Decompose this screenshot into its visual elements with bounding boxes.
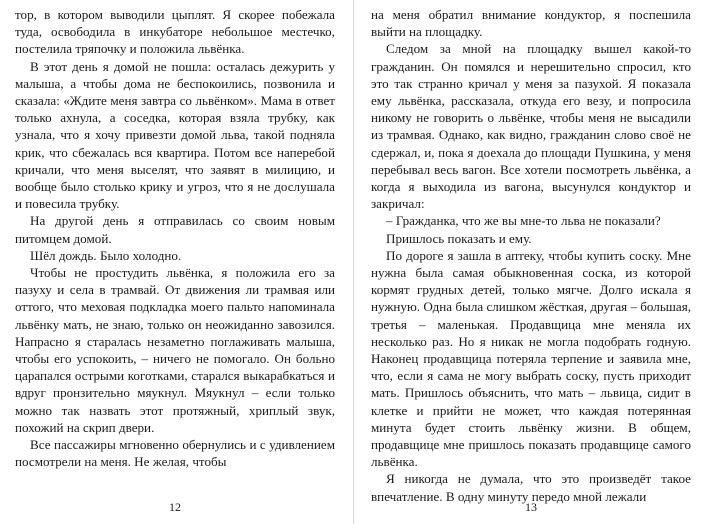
page-gutter	[353, 0, 354, 524]
paragraph: тор, в котором выводили цыплят. Я скорее побежала туда, освободила в инкубаторе небольшое местечко, постелила тряпочку и положила львёнка.	[15, 7, 335, 57]
paragraph: Следом за мной на площадку вышел какой-то гражданин. Он помялся и нерешительно спросил, кто это так странно кричал у меня за пазухой. Я показала ему львёнка, рассказала, откуда его везу, и попросила никому не говорить о львёнке, чтобы меня не высадили из трамвая. Однако, как видно, гражданин слово своё не сдержал, и, пока я доехала до площади Пушкина, у меня перебывал весь вагон. Все хотели посмотреть львёнка, а когда я выходила из вагона, высунулся кондуктор и закричал:	[371, 41, 691, 212]
paragraph: Я никогда не думала, что это произведёт такое впечатление. В одну минуту передо мной лежали	[371, 471, 691, 504]
paragraph: В этот день я домой не пошла: осталась дежурить у малыша, а чтобы дома не беспокоились, позвонила и сказала: «Ждите меня завтра со львёнком». Мама в ответ только ахнула, а соседка, которая взяла трубку, как узнала, что я хочу привезти домой льва, такой подняла крик, что сбежалась вся квартира. Потом все наперебой кричали, что меня выселят, что заявят в милицию, и вообще было столько крику и угроз, что я не дослушала и повесила трубку.	[15, 58, 335, 212]
page-number-right: 13	[525, 500, 537, 514]
paragraph: Пришлось показать и ему.	[386, 230, 532, 246]
paragraph: на меня обратил внимание кондуктор, я поспешила выйти на площадку.	[371, 7, 691, 40]
right-page	[371, 6, 691, 505]
paragraph: Шёл дождь. Было холодно.	[30, 247, 182, 263]
paragraph: По дороге я зашла в аптеку, чтобы купить соску. Мне нужна была самая обыкновенная соска, из которой кормят грудных детей, только мягче. Долго искала я нужную. Одна была слишком жёсткая, другая – большая, третья – маленькая. Продавщица мне меняла их несколько раз. Но я никак не могла подобрать годную. Наконец продавщица потеряла терпение и заявила мне, что, если я сама не могу выбрать соску, пусть приходит мать. Пришлось объяснить, что мать – львица, сидит в клетке и прийти не может, что каждая потерянная минута будет стоить львёнку жизни. В общем, продавщице мне пришлось показать продавщице самого львёнка.	[371, 247, 691, 470]
left-page	[15, 6, 335, 470]
page-number-left: 12	[169, 500, 181, 514]
paragraph: Чтобы не простудить львёнка, я положила его за пазуху и села в трамвай. От движения ли трамвая или оттого, что меховая подкладка моего пальто напоминала львёнку мать, не знаю, только он неожиданно завозился. Напрасно я старалась незаметно поглаживать малыша, чтобы его успокоить, – ничего не помогало. Он больно царапался острыми коготками, старался выкарабкаться и вдруг пронзительно мяукнул. Мяукнул – если только можно так назвать этот протяжный, хриплый звук, похожий на скрип двери.	[15, 265, 335, 435]
paragraph: Все пассажиры мгновенно обернулись и с удивлением посмотрели на меня. Не желая, чтобы	[15, 437, 335, 470]
paragraph: – Гражданка, что же вы мне-то льва не показали?	[386, 213, 661, 229]
paragraph: На другой день я отправилась со своим новым питомцем домой.	[15, 213, 335, 246]
